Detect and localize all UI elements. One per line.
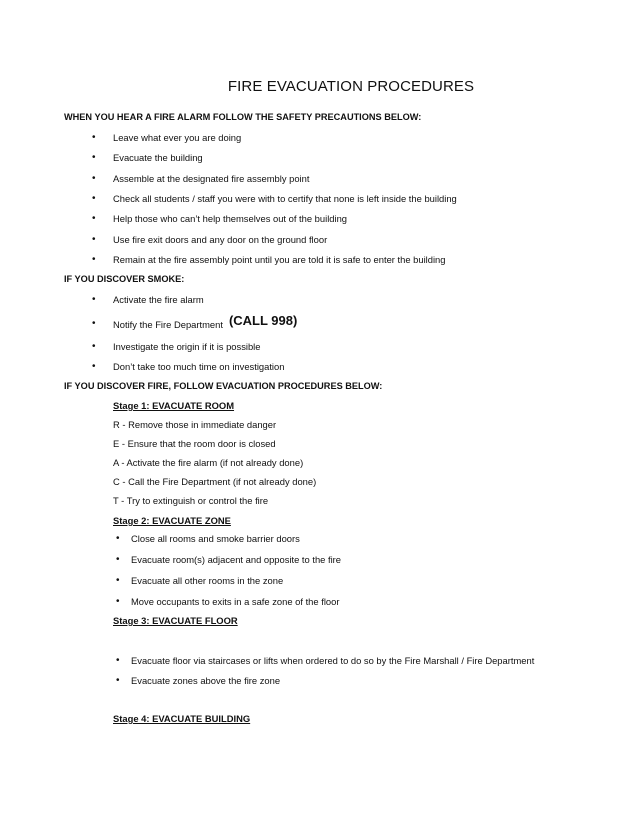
bullet-icon: • <box>116 533 120 544</box>
section-heading-smoke: IF YOU DISCOVER SMOKE: <box>64 274 185 284</box>
list-item-notify <box>113 313 298 330</box>
stage2-title: Stage 2: EVACUATE ZONE <box>113 515 231 526</box>
list-item: Check all students / staff you were with to certify that none is left inside the building <box>113 193 457 204</box>
bullet-icon: • <box>92 341 96 352</box>
page-title: FIRE EVACUATION PROCEDURES <box>227 78 475 95</box>
list-item: Help those who can’t help themselves out of the building <box>113 213 347 224</box>
list-item: Evacuate room(s) adjacent and opposite to the fire <box>131 554 342 565</box>
stage3-title: Stage 3: EVACUATE FLOOR <box>113 615 238 626</box>
stage1-title: Stage 1: EVACUATE ROOM <box>113 400 235 411</box>
bullet-icon: • <box>92 152 96 163</box>
list-item: Evacuate zones above the fire zone <box>131 675 281 686</box>
list-item: Remain at the fire assembly point until you are told it is safe to enter the building <box>113 254 446 265</box>
list-item: Close all rooms and smoke barrier doors <box>131 533 300 544</box>
bullet-icon: • <box>92 234 96 245</box>
bullet-icon: • <box>92 173 96 184</box>
section-heading-alarm: WHEN YOU HEAR A FIRE ALARM FOLLOW THE SAFETY PRECAUTIONS BELOW: <box>64 112 422 122</box>
race-line: T - Try to extinguish or control the fire <box>113 495 269 506</box>
bullet-icon: • <box>92 294 96 305</box>
bullet-icon: • <box>92 213 96 224</box>
stage4-title: Stage 4: EVACUATE BUILDING <box>113 713 251 724</box>
bullet-icon: • <box>116 554 120 565</box>
bullet-icon: • <box>92 254 96 265</box>
race-line: A - Activate the fire alarm (if not already done) <box>113 457 304 468</box>
list-item: Evacuate all other rooms in the zone <box>131 575 284 586</box>
bullet-icon: • <box>116 655 120 666</box>
list-item: Use fire exit doors and any door on the ground floor <box>113 234 328 245</box>
notify-text: Notify the Fire Department <box>113 319 223 330</box>
race-line: E - Ensure that the room door is closed <box>113 438 276 449</box>
bullet-icon: • <box>92 361 96 372</box>
bullet-icon: • <box>92 318 96 329</box>
list-item: Evacuate the building <box>113 152 203 163</box>
bullet-icon: • <box>116 596 120 607</box>
bullet-icon: • <box>116 675 120 686</box>
bullet-icon: • <box>116 575 120 586</box>
list-item: Evacuate floor via staircases or lifts when ordered to do so by the Fire Marshall / Fire Department <box>131 655 535 666</box>
list-item: Leave what ever you are doing <box>113 132 242 143</box>
race-line: R - Remove those in immediate danger <box>113 419 277 430</box>
call-number: (CALL 998) <box>228 313 298 328</box>
list-item: Investigate the origin if it is possible <box>113 341 261 352</box>
list-item: Move occupants to exits in a safe zone of the floor <box>131 596 340 607</box>
bullet-icon: • <box>92 193 96 204</box>
race-line: C - Call the Fire Department (if not already done) <box>113 476 317 487</box>
bullet-icon: • <box>92 132 96 143</box>
list-item: Don’t take too much time on investigation <box>113 361 285 372</box>
list-item: Assemble at the designated fire assembly point <box>113 173 310 184</box>
list-item: Activate the fire alarm <box>113 294 204 305</box>
section-heading-fire: IF YOU DISCOVER FIRE, FOLLOW EVACUATION PROCEDURES BELOW: <box>64 381 383 391</box>
